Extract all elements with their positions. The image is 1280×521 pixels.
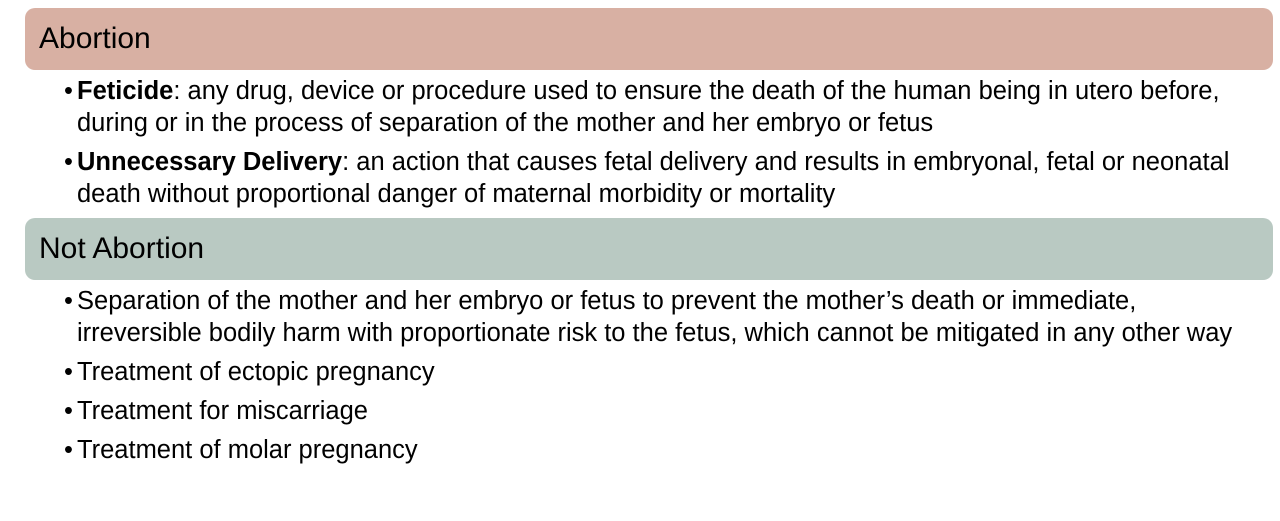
bullet-icon: • — [64, 436, 73, 464]
bullet-icon: • — [64, 287, 73, 315]
bullet-icon: • — [64, 358, 73, 386]
item-text-separation: Separation of the mother and her embryo or fetus to prevent the mother’s death or immediate, irreversible bodily harm with proportionate risk to the fetus, which cannot be mitigated in any other way — [77, 287, 1233, 347]
list-item-separation — [64, 285, 1264, 349]
list-item-ectopic — [64, 356, 1264, 388]
term-unnecessary-delivery: Unnecessary Delivery — [77, 148, 343, 176]
not-abortion-bullet-list — [64, 285, 1264, 473]
definition-feticide: : any drug, device or procedure used to ensure the death of the human being in utero before, during or in the process of separation of the mother and her embryo or fetus — [77, 77, 1220, 137]
list-item-feticide — [64, 75, 1264, 139]
item-text-miscarriage: Treatment for miscarriage — [77, 397, 368, 425]
abortion-section-title: Abortion — [39, 22, 151, 55]
bullet-icon: • — [64, 397, 73, 425]
list-item-unnecessary-delivery — [64, 146, 1264, 210]
not-abortion-section-title: Not Abortion — [39, 232, 205, 265]
list-item-miscarriage — [64, 395, 1264, 427]
list-item-molar — [64, 434, 1264, 466]
definition-unnecessary-delivery: : an action that causes fetal delivery and results in embryonal, fetal or neonatal death without proportional danger of maternal morbidity or mortality — [77, 148, 1230, 208]
term-feticide: Feticide — [77, 77, 174, 105]
not-abortion-section-header — [25, 218, 1273, 280]
item-text-molar: Treatment of molar pregnancy — [77, 436, 418, 464]
abortion-bullet-list — [64, 75, 1264, 217]
bullet-icon: • — [64, 148, 73, 176]
item-text-ectopic: Treatment of ectopic pregnancy — [77, 358, 435, 386]
abortion-section-header — [25, 8, 1273, 70]
bullet-icon: • — [64, 77, 73, 105]
